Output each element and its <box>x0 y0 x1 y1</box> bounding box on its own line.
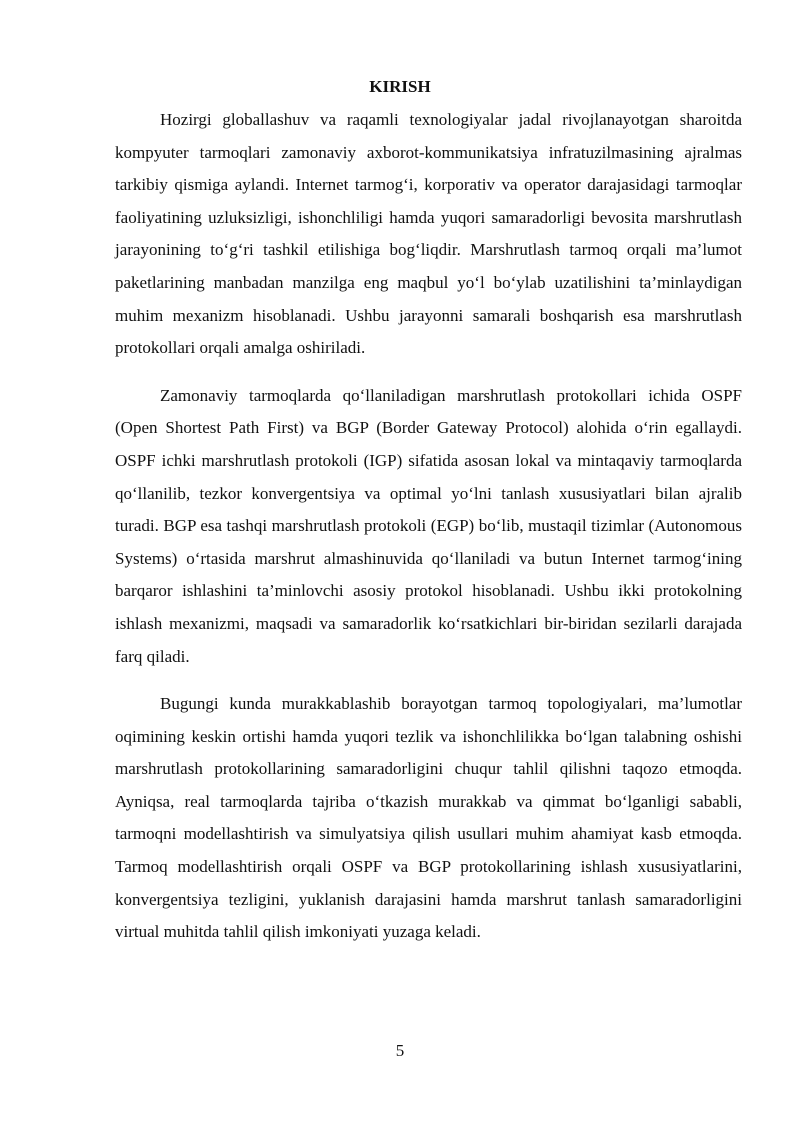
paragraph-2: Zamonaviy tarmoqlarda qo‘llaniladigan marshrutlash protokollari ichida OSPF (Open Shortest Path First) va BGP (Border Gateway Protocol) alohida o‘rin egallaydi. OSPF ichki marshrutlash protokoli (IGP) sifatida asosan lokal va mintaqaviy tarmoqlarda qo‘llanilib, tezkor konvergentsiya va optimal yo‘lni tanlash xususiyatlari bilan ajralib turadi. BGP esa tashqi marshrutlash protokoli (EGP) bo‘lib, mustaqil tizimlar (Autonomous Systems) o‘rtasida marshrut almashinuvida qo‘llaniladi va butun Internet tarmog‘ining barqaror ishlashini ta’minlovchi asosiy protokol hisoblanadi. Ushbu ikki protokolning ishlash mexanizmi, maqsadi va samaradorlik ko‘rsatkichlari bir-biridan sezilarli darajada farq qiladi. <box>115 385 742 666</box>
page-number: 5 <box>395 1041 405 1060</box>
paragraph-3: Bugungi kunda murakkablashib borayotgan tarmoq topologiyalari, ma’lumotlar oqimining keskin ortishi hamda yuqori tezlik va ishonchlilikka bo‘lgan talabning oshishi marshrutlash protokollarining samaradorligini chuqur tahlil qilishni taqozo etmoqda. Ayniqsa, real tarmoqlarda tajriba o‘tkazish murakkab va qimmat bo‘lganligi sababli, tarmoqni modellashtirish va simulyatsiya qilish usullari muhim ahamiyat kasb etmoqda. Tarmoq modellashtirish orqali OSPF va BGP protokollarining ishlash xususiyatlarini, konvergentsiya tezligini, yuklanish darajasini hamda marshrut tanlash samaradorligini virtual muhitda tahlil qilish imkoniyati yuzaga keladi. <box>115 694 742 942</box>
section-heading: KIRISH <box>369 77 431 96</box>
body-text <box>115 104 742 949</box>
paragraph-1: Hozirgi globallashuv va raqamli texnologiyalar jadal rivojlanayotgan sharoitda kompyuter tarmoqlari zamonaviy axborot-kommunikatsiya infratuzilmasining ajralmas tarkibiy qismiga aylandi. Internet tarmog‘i, korporativ va operator darajasidagi tarmoqlar faoliyatining uzluksizligi, ishonchliligi hamda yuqori samaradorligi bevosita marshrutlash jarayonining to‘g‘ri tashkil etilishiga bog‘liqdir. Marshrutlash tarmoq orqali ma’lumot paketlarining manbadan manzilga eng maqbul yo‘l bo‘ylab uzatilishini ta’minlaydigan muhim mexanizm hisoblanadi. Ushbu jarayonni samarali boshqarish esa marshrutlash protokollari orqali amalga oshiriladi. <box>115 110 742 358</box>
